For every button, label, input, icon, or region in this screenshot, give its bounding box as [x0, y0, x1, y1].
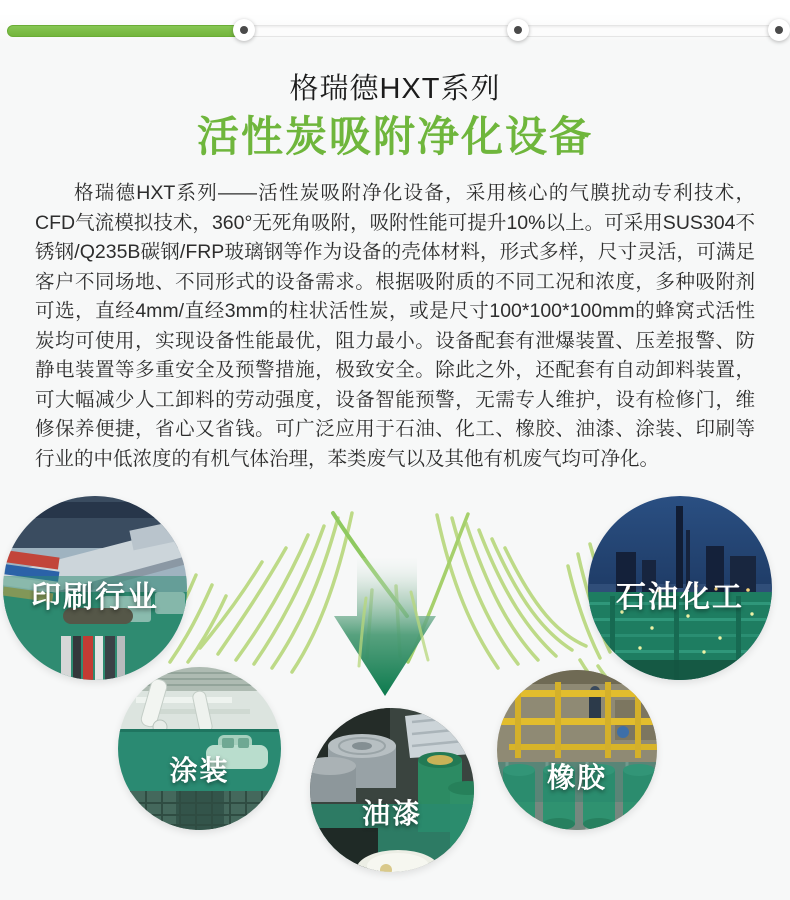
progress-knob	[507, 19, 529, 41]
industry-label-petrochemical: 石油化工	[616, 581, 744, 614]
industry-label-printing: 印刷行业	[31, 581, 159, 614]
industry-circle-coating	[118, 667, 281, 830]
paint-drums-photo	[310, 708, 474, 872]
intro-section	[35, 179, 755, 474]
product-title: 活性炭吸附净化设备	[196, 113, 593, 160]
page-title: 格瑞德HXT系列	[289, 73, 501, 105]
progress-knob	[768, 19, 790, 41]
industry-circle-paint	[310, 708, 474, 872]
intro-paragraph: 格瑞德HXT系列——活性炭吸附净化设备，采用核心的气膜扰动专利技术，CFD气流模拟技术，360°无死角吸附，吸附性能可提升10%以上。可采用SUS304不锈钢/Q235B碳钢/FRP玻璃钢等作为设备的壳体材料，形式多样，尺寸灵活，可满足客户不同场地、不同形式的设备需求。根据吸附质的不同工况和浓度，多种吸附剂可选，直经4mm/直经3mm的柱状活性炭，或是尺寸100*100*100mm的蜂窝式活性炭均可使用，实现设备性能最优，阻力最小。设备配套有泄爆装置、压差报警、防静电装置等多重安全及预警措施，极致安全。除此之外，还配套有自动卸料装置，可大幅减少人工卸料的劳动强度，设备智能预警，无需专人维护，设有检修门，维修保养便捷，省心又省钱。可广泛应用于石油、化工、橡胶、油漆、涂装、印刷等行业的中低浓度的有机气体治理，苯类废气以及其他有机废气均可净化。	[35, 182, 755, 470]
industry-label-coating: 涂装	[169, 755, 230, 786]
progress-fill	[7, 25, 246, 37]
progress-knob	[233, 19, 255, 41]
industry-circle-printing	[3, 496, 187, 680]
industry-label-paint: 油漆	[361, 798, 422, 829]
industry-circle-petrochemical	[588, 496, 772, 680]
rubber-plant-photo	[497, 670, 657, 830]
industry-label-rubber: 橡胶	[546, 762, 607, 793]
applications-section	[0, 490, 790, 900]
industry-circle-rubber	[497, 670, 657, 830]
progress-bar	[7, 25, 783, 37]
